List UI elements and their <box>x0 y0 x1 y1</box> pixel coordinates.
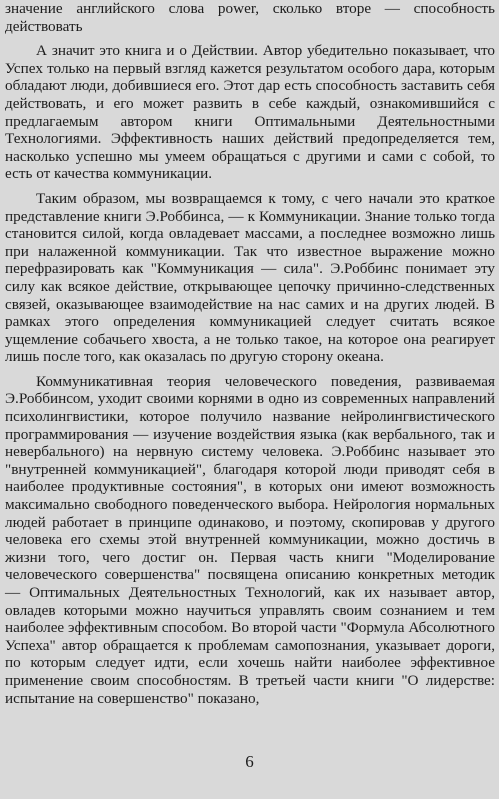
paragraph: Таким образом, мы возвращаемся к тому, с чего начали это краткое представление книги Э.Роббинса, — к Коммуникации. Знание только тогда становится силой, когда овладевает массами, а последнее возможно лишь при налаженной коммуникации. Так что известное выражение можно перефразировать как "Коммуникация — сила". Э.Роббинс понимает эту силу как всякое действие, открывающее цепочку причинно-следственных связей, оказывающее взаимодействие на нас самих и на других людей. В рамках этого определения коммуникацией следует считать всякое ущемление собачьего хвоста, а не только такое, на которое она реагирует лишь после того, как оказалась по другую сторону океана. <box>5 189 495 366</box>
body-text <box>5 0 495 714</box>
page-number: 6 <box>245 752 254 771</box>
paragraph-continuation: значение английского слова power, сколько вторе — способность действовать <box>5 0 495 35</box>
paragraph: Коммуникативная теория человеческого поведения, развиваемая Э.Роббинсом, уходит своими корнями в одно из современных направлений психолингвистики, которое получило название нейролингвистического программирования — изучение воздействия языка (как вербального, так и невербального) на нервную систему человека. Э.Роббинс называет это "внутренней коммуникацией", благодаря которой люди приводят себя в наиболее продуктивные состояния", в которых они имеют возможность максимально свободного поведенческого выбора. Нейрология нормальных людей работает в принципе одинаково, и поэтому, скопировав у другого человека его схемы этой внутренней коммуникации, можно достичь в жизни того, чего достиг он. Первая часть книги "Моделирование человеческого совершенства" посвящена описанию конкретных методик — Оптимальных Деятельностных Технологий, как их называет автор, овладев которыми можно научиться управлять своим сознанием и тем наиболее эффективным способом. Во второй части "Формула Абсолютного Успеха" автор обращается к проблемам самопознания, указывает дороги, по которым следует идти, если хочешь найти наиболее эффективное применение своим способностям. В третьей части книги "О лидерстве: испытание на совершенство" показано, <box>5 372 495 707</box>
paragraph: А значит это книга и о Действии. Автор убедительно показывает, что Успех только на первый взгляд кажется результатом особого дара, которым обладают люди, добившиеся его. Этот дар есть способность заставить себя действовать, и его может развить в себе каждый, ознакомившийся с предлагаемым автором книги Оптимальными Деятельностными Технологиями. Эффективность наших действий предопределяется тем, насколько успешно мы умеем обращаться с другими и сами с собой, то есть от качества коммуникации. <box>5 42 495 183</box>
